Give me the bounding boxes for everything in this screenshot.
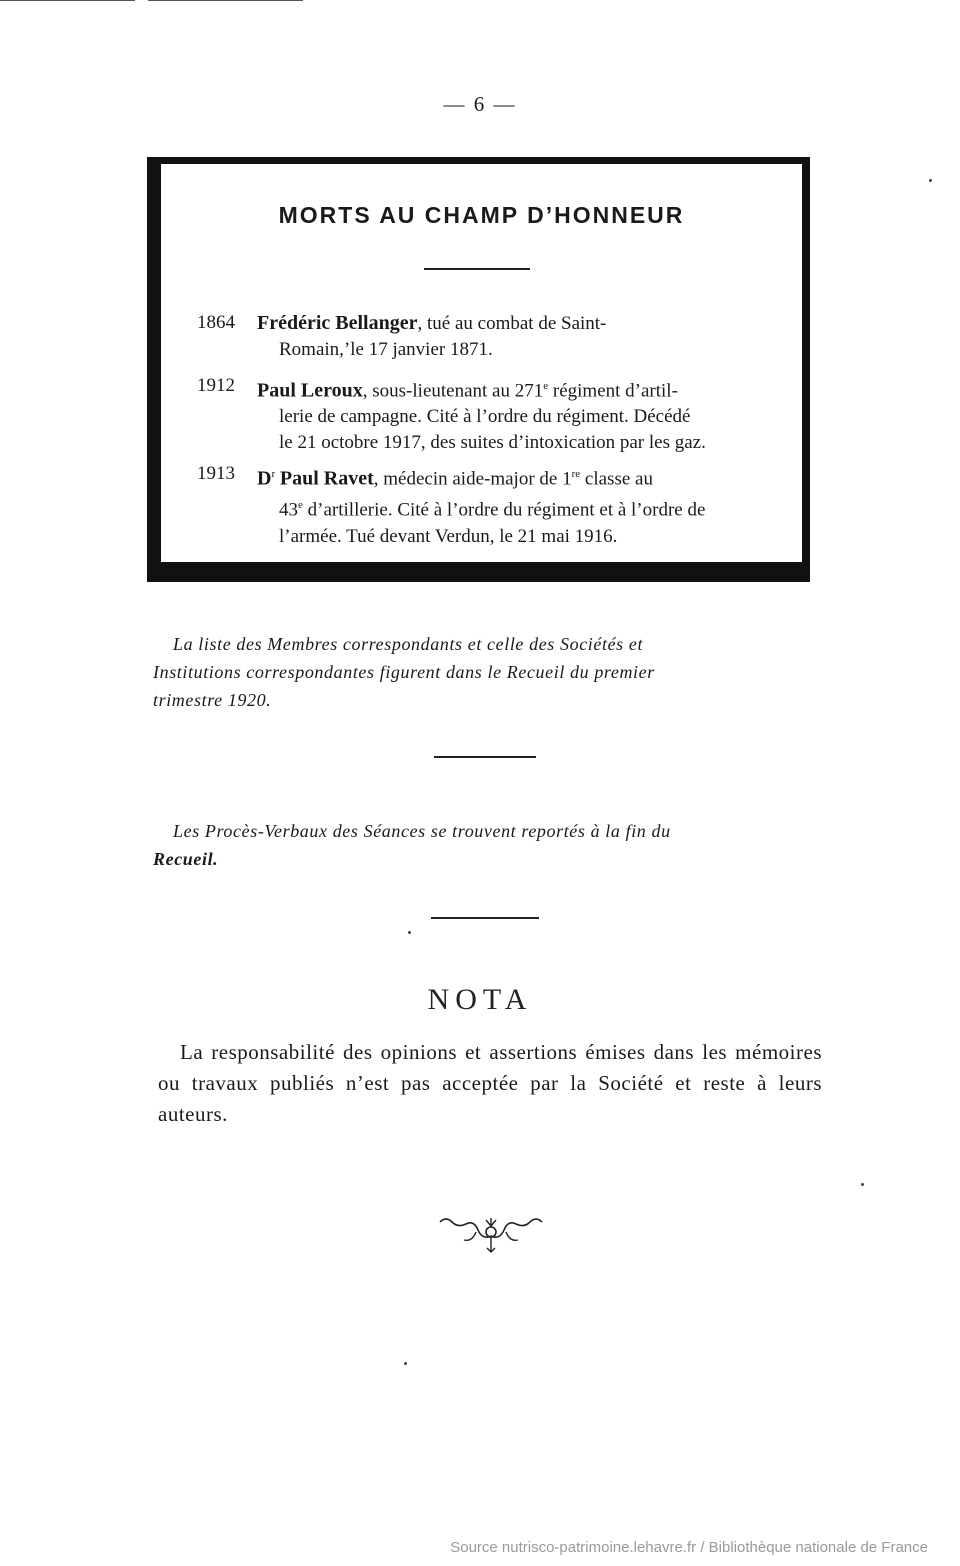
proces-note-line: Recueil. xyxy=(153,849,219,869)
entry-year: 1913 xyxy=(197,463,235,484)
entry-name: Paul Ravet xyxy=(279,467,374,490)
entry-sup: e xyxy=(298,499,303,512)
entry-year: 1864 xyxy=(197,312,235,333)
entry-text: d’artillerie. Cité à l’ordre du régiment et à l’ordre de xyxy=(302,499,706,521)
honor-entry-1864 xyxy=(197,310,777,363)
entry-name: Frédéric Bellanger xyxy=(257,312,418,334)
entry-text-cont: le 21 octobre 1917, des suites d’intoxication par les gaz. xyxy=(279,432,706,454)
proces-verbaux-note xyxy=(153,817,819,873)
entry-text: classe au xyxy=(580,468,653,490)
entry-text: , médecin aide-major de 1 xyxy=(373,468,572,490)
entry-year: 1912 xyxy=(197,375,235,396)
section-divider xyxy=(431,917,539,919)
honor-roll-title: MORTS AU CHAMP D’HONNEUR xyxy=(278,202,685,228)
honor-entry-1912 xyxy=(197,373,777,456)
page-number: — 6 — xyxy=(443,92,517,116)
entry-sup: e xyxy=(543,380,549,392)
title-divider xyxy=(424,268,530,270)
entry-text-cont xyxy=(257,492,777,523)
entry-text: , tué au combat de Saint- xyxy=(417,313,607,334)
scan-speck xyxy=(861,1183,864,1186)
nota-line: les mémoires ou travaux publiés n’est pas acceptée par la xyxy=(158,1040,822,1095)
top-rule-left xyxy=(0,0,135,1)
entry-text: régiment d’artil- xyxy=(548,380,678,402)
honor-entry-1913 xyxy=(197,461,777,550)
membres-note-line: trimestre 1920. xyxy=(153,690,272,710)
scan-speck xyxy=(404,1362,407,1365)
entry-text: , sous-lieutenant au 271 xyxy=(362,380,544,402)
entry-text-cont: l’armée. Tué devant Verdun, le 21 mai 1916. xyxy=(279,525,618,547)
entry-text: 43 xyxy=(279,499,298,521)
fleuron-ornament-icon xyxy=(436,1210,546,1256)
membres-note-line: Institutions correspondantes figurent dans le Recueil du premier xyxy=(153,662,655,682)
entry-name: Paul Leroux xyxy=(257,379,363,402)
membres-note xyxy=(153,630,819,714)
source-credit: Source nutrisco-patrimoine.lehavre.fr / Bibliothèque nationale de France xyxy=(450,1539,928,1556)
scan-speck xyxy=(929,179,932,182)
honor-roll-box xyxy=(147,157,810,582)
entry-sup: re xyxy=(571,468,581,480)
entry-sup: r xyxy=(271,468,276,480)
nota-paragraph xyxy=(158,1037,822,1130)
nota-line: Société et reste à leurs auteurs. xyxy=(158,1071,823,1126)
entry-text-cont: lerie de campagne. Cité à l’ordre du régiment. Décédé xyxy=(279,406,691,428)
scan-speck xyxy=(408,931,411,934)
nota-line: La responsabilité des opinions et assertions émises dans xyxy=(180,1040,695,1064)
entry-text-cont: Romain,’le 17 janvier 1871. xyxy=(279,339,493,360)
top-rule-right xyxy=(148,0,303,1)
entry-prefix: D xyxy=(257,467,272,490)
nota-heading: NOTA xyxy=(427,983,533,1016)
membres-note-line: La liste des Membres correspondants et celle des Sociétés et xyxy=(173,634,644,654)
section-divider xyxy=(434,756,536,758)
proces-note-line: Les Procès-Verbaux des Séances se trouvent reportés à la fin du xyxy=(173,821,671,841)
